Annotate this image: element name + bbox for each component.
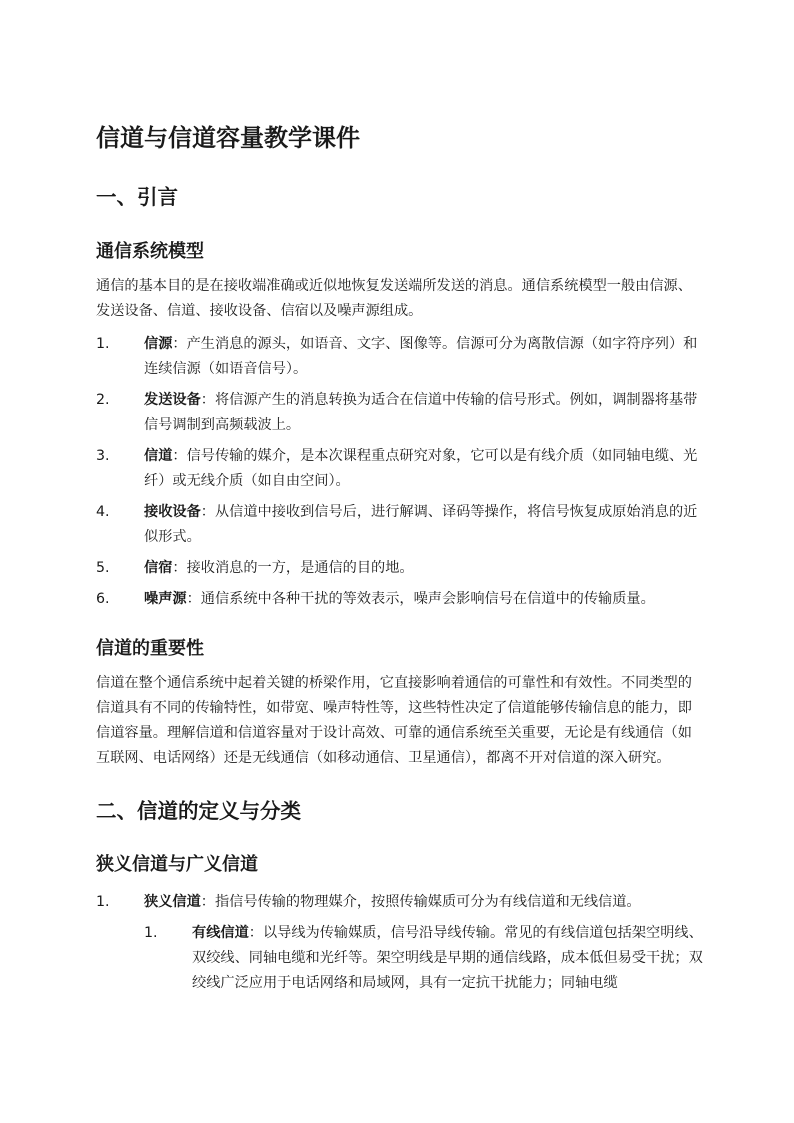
paragraph-channel-importance: 信道在整个通信系统中起着关键的桥梁作用，它直接影响着通信的可靠性和有效性。不同类型的信道具有不同的传输特性，如带宽、噪声特性等，这些特性决定了信道能够传输信息的能力，即信道容量。理解信道和信道容量对于设计高效、可靠的通信系统至关重要，无论是有线通信（如互联网、电话网络）还是无线通信（如移动通信、卫星通信），都离不开对信道的深入研究。 (96, 675, 692, 766)
list-item (96, 332, 704, 382)
sublist-item-text: ：以导线为传输媒质，信号沿导线传输。常见的有线信道包括架空明线、双绞线、同轴电缆和光纤等。架空明线是早期的通信线路，成本低但易受干扰；双绞线广泛应用于电话网络和局域网，具有一定抗干扰能力；同轴电缆 (192, 925, 703, 991)
subsection-heading-narrow-broad-channel: 狭义信道与广义信道 (96, 854, 258, 875)
list-item-number: 5. (96, 560, 110, 576)
sublist-item-term: 有线信道 (192, 925, 249, 941)
subsection-heading-communication-model: 通信系统模型 (96, 241, 204, 262)
list-item-text: ：指信号传输的物理媒介，按照传输媒质可分为有线信道和无线信道。 (200, 894, 641, 910)
document-title: 信道与信道容量教学课件 (96, 124, 360, 152)
list-item (96, 388, 704, 438)
list-item-text: ：接收消息的一方，是通信的目的地。 (172, 560, 414, 576)
list-item-number: 6. (96, 591, 110, 607)
wired-channel-sublist (144, 921, 704, 996)
list-item (96, 444, 704, 494)
list-item-text: ：信号传输的媒介，是本次课程重点研究对象，它可以是有线介质（如同轴电缆、光纤）或无线介质（如自由空间）。 (144, 448, 698, 489)
list-item-number: 3. (96, 448, 110, 464)
paragraph-communication-model: 通信的基本目的是在接收端准确或近似地恢复发送端所发送的消息。通信系统模型一般由信源、发送设备、信道、接收设备、信宿以及噪声源组成。 (96, 278, 692, 319)
subsection-heading-channel-importance: 信道的重要性 (96, 638, 204, 659)
document-content (96, 118, 704, 996)
list-item-term: 发送设备 (144, 392, 201, 408)
list-item-text: ：从信道中接收到信号后，进行解调、译码等操作，将信号恢复成原始消息的近似形式。 (144, 504, 698, 545)
list-item (96, 890, 704, 996)
list-item-text: ：通信系统中各种干扰的等效表示，噪声会影响信号在信道中的传输质量。 (186, 591, 655, 607)
sublist-item (144, 921, 704, 996)
sublist-item-number: 1. (144, 925, 158, 941)
list-item-text: ：将信源产生的消息转换为适合在信道中传输的信号形式。例如，调制器将基带信号调制到高频载波上。 (144, 392, 698, 433)
section-heading-introduction: 一、引言 (96, 185, 178, 209)
section-heading-definition-classification: 二、信道的定义与分类 (96, 799, 301, 823)
list-item-term: 狭义信道 (144, 894, 201, 910)
list-item-term: 接收设备 (144, 504, 201, 520)
list-item-number: 4. (96, 504, 110, 520)
communication-model-list (96, 332, 704, 612)
list-item-term: 信源 (144, 336, 173, 352)
list-item (96, 500, 704, 550)
list-item-term: 噪声源 (144, 591, 187, 607)
list-item-number: 1. (96, 336, 110, 352)
list-item-term: 信道 (144, 448, 173, 464)
narrow-channel-list (96, 890, 704, 996)
list-item-term: 信宿 (144, 560, 173, 576)
list-item-number: 1. (96, 894, 110, 910)
list-item (96, 556, 704, 581)
list-item-text: ：产生消息的源头，如语音、文字、图像等。信源可分为离散信源（如字符序列）和连续信源（如语音信号）。 (144, 336, 698, 377)
list-item (96, 587, 704, 612)
list-item-number: 2. (96, 392, 110, 408)
